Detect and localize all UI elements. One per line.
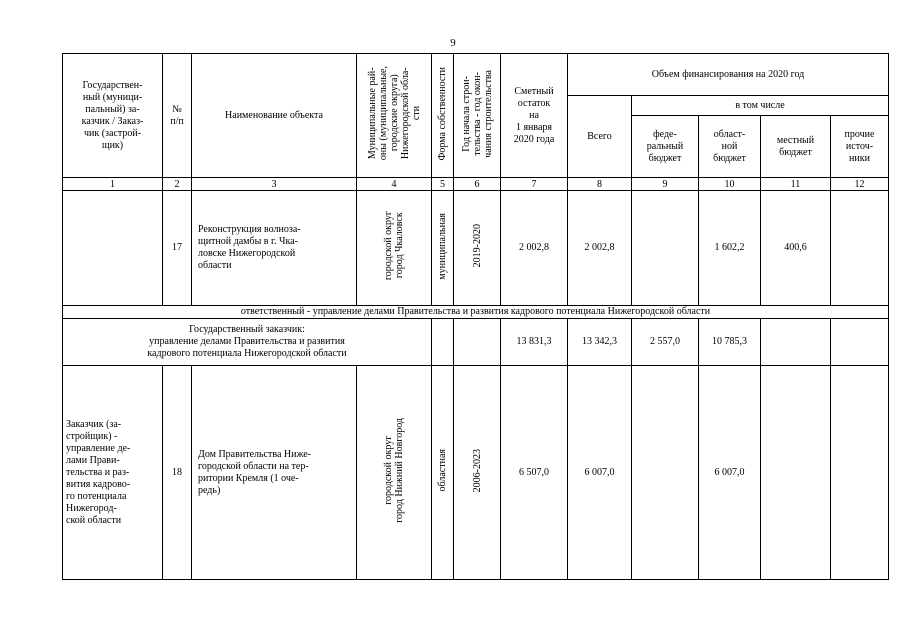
column-number: 12 <box>831 178 889 191</box>
row17-customer <box>63 191 163 306</box>
row18-federal <box>632 366 699 580</box>
row17-years: 2019-2020 <box>454 191 501 306</box>
header-regional: област- ной бюджет <box>699 116 761 178</box>
column-number: 9 <box>632 178 699 191</box>
row18-regional: 6 007,0 <box>699 366 761 580</box>
row17-estimate: 2 002,8 <box>501 191 568 306</box>
header-municipality: Муниципальные рай- оны (муниципальные, городские округа) Нижегородской обла- сти <box>357 54 432 178</box>
state-customer-federal: 2 557,0 <box>632 319 699 366</box>
row18-total: 6 007,0 <box>568 366 632 580</box>
header-years: Год начала строи- тельства - год окон- чания строительства <box>454 54 501 178</box>
column-number: 2 <box>163 178 192 191</box>
row17-object-name: Реконструкция волноза- щитной дамбы в г. Чка- ловске Нижегородской области <box>192 191 357 306</box>
state-customer-total: 13 342,3 <box>568 319 632 366</box>
column-number: 1 <box>63 178 163 191</box>
row17-federal <box>632 191 699 306</box>
column-number: 11 <box>761 178 831 191</box>
header-object-name: Наименование объекта <box>192 54 357 178</box>
responsible-row <box>63 306 889 319</box>
row17-regional: 1 602,2 <box>699 191 761 306</box>
state-customer-local <box>761 319 831 366</box>
row17-local: 400,6 <box>761 191 831 306</box>
row18-num: 18 <box>163 366 192 580</box>
state-customer-label: Государственный заказчик: управление делами Правительства и развития кадрового потенциала Нижегородской области <box>63 319 432 366</box>
state-customer-other <box>831 319 889 366</box>
state-customer-estimate: 13 831,3 <box>501 319 568 366</box>
column-number: 7 <box>501 178 568 191</box>
column-number: 5 <box>432 178 454 191</box>
column-number: 8 <box>568 178 632 191</box>
state-customer-regional: 10 785,3 <box>699 319 761 366</box>
header-num: № п/п <box>163 54 192 178</box>
row17-total: 2 002,8 <box>568 191 632 306</box>
header-federal: феде- ральный бюджет <box>632 116 699 178</box>
header-funding-title: Объем финансирования на 2020 год <box>568 54 889 96</box>
header-including: в том числе <box>632 96 889 116</box>
column-number: 6 <box>454 178 501 191</box>
header-estimate: Сметный остаток на 1 января 2020 года <box>501 54 568 178</box>
investment-program-table <box>62 53 889 580</box>
row17-ownership: муниципальная <box>432 191 454 306</box>
table-row-18 <box>63 366 889 580</box>
row18-ownership: областная <box>432 366 454 580</box>
table-row-17 <box>63 191 889 306</box>
header-total: Всего <box>568 96 632 178</box>
row18-municipality: городской округ город Нижний Новгород <box>357 366 432 580</box>
state-customer-row <box>63 319 889 366</box>
row18-local <box>761 366 831 580</box>
header-other: прочие источ- ники <box>831 116 889 178</box>
column-number-row <box>63 178 889 191</box>
row18-object-name: Дом Правительства Ниже- городской области на тер- ритории Кремля (1 оче- редь) <box>192 366 357 580</box>
state-customer-years <box>454 319 501 366</box>
header-customer: Государствен- ный (муници- пальный) за- казчик / Заказ- чик (застрой- щик) <box>63 54 163 178</box>
row17-num: 17 <box>163 191 192 306</box>
row18-years: 2006-2023 <box>454 366 501 580</box>
header-ownership: Форма собственности <box>432 54 454 178</box>
responsible-text: ответственный - управление делами Правительства и развития кадрового потенциала Нижегородской области <box>63 306 889 319</box>
row17-municipality: городской округ город Чкаловск <box>357 191 432 306</box>
row18-estimate: 6 507,0 <box>501 366 568 580</box>
column-number: 10 <box>699 178 761 191</box>
row18-customer: Заказчик (за- стройщик) - управление де- лами Прави- тельства и раз- вития кадрово- го потенциала Нижегород- ской области <box>63 366 163 580</box>
page-number: 9 <box>450 37 456 49</box>
column-number: 4 <box>357 178 432 191</box>
header-row-1 <box>63 54 889 96</box>
column-number: 3 <box>192 178 357 191</box>
header-local: местный бюджет <box>761 116 831 178</box>
row18-other <box>831 366 889 580</box>
row17-other <box>831 191 889 306</box>
state-customer-ownership <box>432 319 454 366</box>
